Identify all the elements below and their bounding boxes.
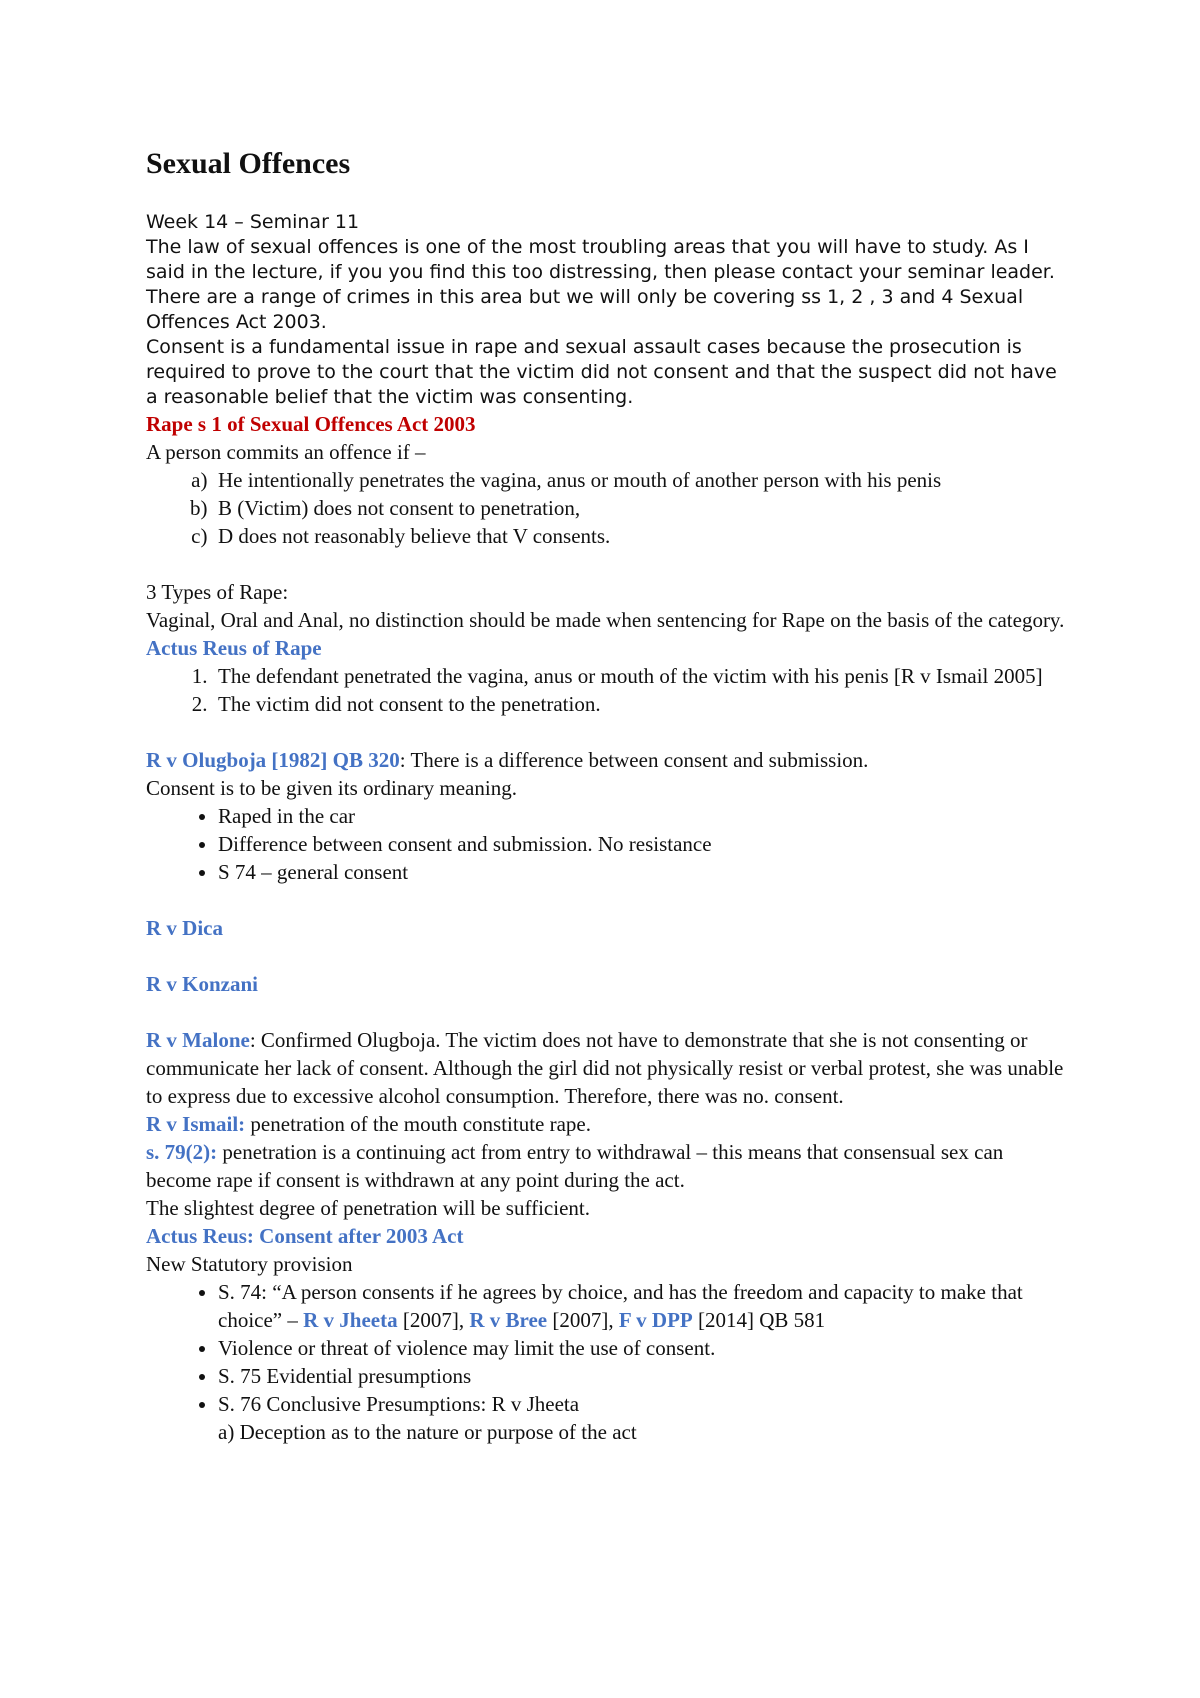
list-item [218, 1278, 1070, 1334]
case-name: R v Ismail: [146, 1112, 246, 1136]
actus-reus-heading: Actus Reus of Rape [146, 636, 322, 660]
types-text: Vaginal, Oral and Anal, no distinction should be made when sentencing for Rape on the basis of the category. [146, 608, 1065, 632]
rape-lead: A person commits an offence if – [146, 440, 426, 464]
list-item: a. Deception as to the nature or purpose of the act [218, 1418, 1070, 1446]
consent-after-heading: Actus Reus: Consent after 2003 Act [146, 1224, 464, 1248]
s76-sublist [218, 1418, 1070, 1446]
olugboja-line2: Consent is to be given its ordinary meaning. [146, 776, 517, 800]
types-heading: 3 Types of Rape: [146, 580, 289, 604]
list-item: 1. The defendant penetrated the vagina, anus or mouth of the victim with his penis [R v Ismail 2005] [218, 662, 1070, 690]
case-name: F v DPP [618, 1308, 693, 1332]
item-text: S. 76 Conclusive Presumptions: R v Jheeta [218, 1392, 580, 1416]
olugboja-paragraph [146, 746, 1070, 774]
case-name: R v Malone [146, 1028, 250, 1052]
consent-bullets [146, 1278, 1070, 1446]
malone-paragraph [146, 1026, 1070, 1110]
case-name: R v Jheeta [303, 1308, 398, 1332]
case-text: : Confirmed Olugboja. The victim does not have to demonstrate that she is not consenting or communicate her lack of consent. Although the girl did not physically resist or verbal protest, she was unable to express due to excessive alcohol consumption. Therefore, there was no. consent. [146, 1028, 1064, 1108]
rape-heading: Rape s 1 of Sexual Offences Act 2003 [146, 412, 476, 436]
intro-block [146, 210, 1070, 410]
week-line: Week 14 – Seminar 11 [146, 211, 360, 233]
section-text: penetration is a continuing act from entry to withdrawal – this means that consensual sex can become rape if consent is withdrawn at any point during the act. [146, 1140, 1004, 1192]
case-year: [2007], [397, 1308, 470, 1332]
case-name: R v Bree [469, 1308, 548, 1332]
s79-paragraph [146, 1138, 1070, 1194]
consent-paragraph: Consent is a fundamental issue in rape and sexual assault cases because the prosecution is required to prove to the court that the victim did not consent and that the suspect did not have a reasonable belief that the victim was consenting. [146, 336, 1057, 408]
list-item: b. B (Victim) does not consent to penetration, [218, 494, 1070, 522]
case-konzani: R v Konzani [146, 972, 259, 996]
case-dica: R v Dica [146, 916, 223, 940]
list-item: • Violence or threat of violence may limit the use of consent. [218, 1334, 1070, 1362]
actus-reus-list [146, 662, 1070, 718]
list-item: • Raped in the car [218, 802, 1070, 830]
case-text: : There is a difference between consent and submission. [399, 748, 869, 772]
list-item [218, 1390, 1070, 1446]
consent-after-lead: New Statutory provision [146, 1252, 353, 1276]
list-item: 2. The victim did not consent to the penetration. [218, 690, 1070, 718]
case-text: penetration of the mouth constitute rape. [245, 1112, 591, 1136]
slightest-line: The slightest degree of penetration will be sufficient. [146, 1196, 590, 1220]
ismail-paragraph [146, 1110, 1070, 1138]
intro-paragraph: The law of sexual offences is one of the most troubling areas that you will have to study. As I said in the lecture, if you you find this too distressing, then please contact your seminar leader. There are a range of crimes in this area but we will only be covering ss 1, 2 , 3 and 4 Sexual Offences Act 2003. [146, 236, 1055, 333]
case-name: R v Olugboja [1982] QB 320 [146, 748, 400, 772]
list-item: • Difference between consent and submission. No resistance [218, 830, 1070, 858]
section-ref: s. 79(2): [146, 1140, 218, 1164]
s74-text: S. 74: “A person consents if he agrees by choice, and has the freedom and capacity to make that choice” – [218, 1280, 1023, 1332]
case-year: [2007], [547, 1308, 619, 1332]
list-item: a. He intentionally penetrates the vagina, anus or mouth of another person with his penis [218, 466, 1070, 494]
olugboja-bullets [146, 802, 1070, 886]
page-title: Sexual Offences [146, 147, 351, 180]
list-item: • S 74 – general consent [218, 858, 1070, 886]
list-item: • S. 75 Evidential presumptions [218, 1362, 1070, 1390]
case-year: [2014] QB 581 [692, 1308, 826, 1332]
list-item: c. D does not reasonably believe that V consents. [218, 522, 1070, 550]
rape-elements-list [146, 466, 1070, 550]
